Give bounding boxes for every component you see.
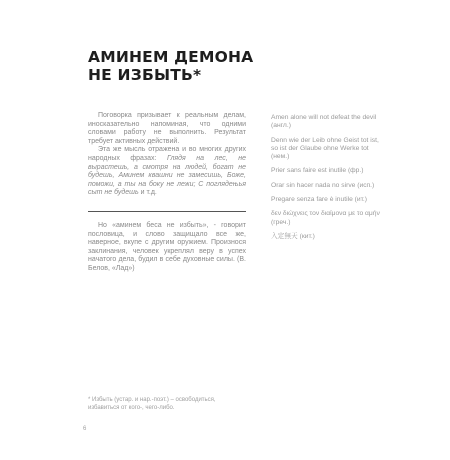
quote-text: [88, 222, 246, 274]
page-number: 6: [83, 426, 87, 432]
main-paragraph-1: Поговорка призывает к реальным делам, иносказательно напоминая, что одними словами работу не выполнить. Результат требует активных действий.: [88, 112, 246, 145]
main-text: [88, 112, 246, 198]
page-title: [88, 48, 288, 84]
translation-french: Prier sans faire est inutile (фр.): [271, 167, 364, 175]
translation-chinese: 入定無天 (кит.): [271, 232, 315, 240]
title-line-1: АМИНЕМ ДЕМОНА: [88, 48, 254, 66]
main-paragraph-2-lead: Эта же мысль отражена и во многих других народных фразах:: [88, 146, 246, 162]
translation-spanish: Orar sin hacer nada no sirve (исп.): [271, 181, 375, 189]
translation-german: Denn wie der Leib ohne Geist tot ist, so ist der Glaube ohne Werke tot (нем.): [271, 136, 379, 161]
proverb-examples: Глядя на лес, не вырастешь, а смотря на людей, богат не будешь, Аминем квашни не замесишь, Боже, поможи, а ты на боку не лежи; С поглядењья сыт не будешь: [88, 154, 246, 197]
translation-greek: δεν διώχνεις τον διαίμονα με το αμήν (греч.): [271, 210, 380, 226]
translation-italian: Pregare senza fare è inutile (ит.): [271, 196, 368, 204]
translations-column: [271, 114, 383, 247]
footnote: * Избыть (устар. и нар.-поэт.) – освободиться, избавиться от кого-, чего-либо.: [88, 397, 216, 411]
main-paragraph-2-end: и т.д.: [138, 189, 157, 197]
quote-paragraph: Но «аминем беса не избыть», - говорит пословица, и слово защищало все же, наверное, вкупе с другим оружием. Произнося заклинания, человек укреплял веру в успех начатого дела, будил в себе духовные силы. (В. Белов, «Лад»): [88, 222, 246, 272]
translation-english: Amen alone will not defeat the devil (англ.): [271, 114, 377, 130]
title-line-2: НЕ ИЗБЫТЬ*: [88, 66, 202, 84]
section-divider: [88, 211, 246, 212]
main-paragraph-2: [88, 146, 246, 198]
